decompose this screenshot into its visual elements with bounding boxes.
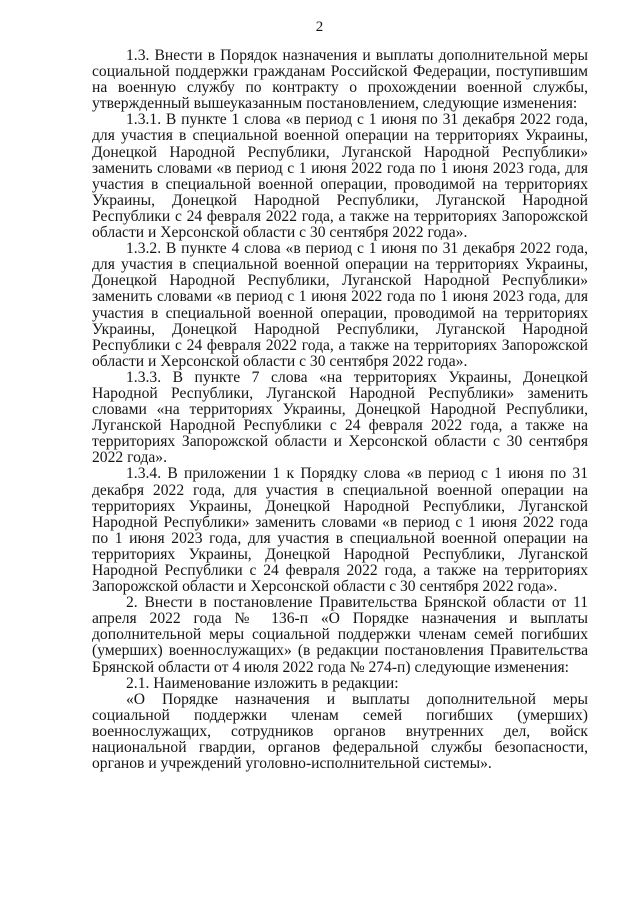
page-number: 2 [315,19,324,35]
paragraph-1-3-3: 1.3.3. В пункте 7 слова «на территориях Украины, Донецкой Народной Республики, Луганской Народной Республики» заменить словами «на территориях Украины, Донецкой Народной Республики, Луганской Народной Республики с 24 февраля 2022 года, а также на территориях Запорожской области и Херсонской области с 30 сентября 2022 года». [92,368,588,467]
paragraph-2: 2. Внести в постановление Правительства Брянской области от 11 апреля 2022 года № 136-п «О Порядке назначения и выплаты дополнительной меры социальной поддержки членам семей погибших (умерших) военнослужащих» (в редакции постановления Правительства Брянской области от 4 июля 2022 года № 274-п) следующие изменения: [92,594,588,676]
paragraph-1-3-1: 1.3.1. В пункте 1 слова «в период с 1 июня по 31 декабря 2022 года, для участия в специальной военной операции на территориях Украины, Донецкой Народной Республики, Луганской Народной Республики» заменить словами «в период с 1 июня 2022 года по 1 июня 2023 года, для участия в специальной военной операции, проводимой на территориях Украины, Донецкой Народной Республики, Луганской Народной Республики с 24 февраля 2022 года, а также на территориях Запорожской области и Херсонской области с 30 сентября 2022 года». [92,111,588,242]
paragraph-2-1: 2.1. Наименование изложить в редакции: [126,674,399,692]
paragraph-1-3-2: 1.3.2. В пункте 4 слова «в период с 1 июня по 31 декабря 2022 года, для участия в специальной военной операции на территориях Украины, Донецкой Народной Республики, Луганской Народной Республики» заменить словами «в период с 1 июня 2022 года по 1 июня 2023 года, для участия в специальной военной операции, проводимой на территориях Украины, Донецкой Народной Республики, Луганской Народной Республики с 24 февраля 2022 года, а также на территориях Запорожской области и Херсонской области с 30 сентября 2022 года». [92,240,588,370]
paragraph-1-3: 1.3. Внести в Порядок назначения и выплаты дополнительной меры социальной поддержки гражданам Российской Федерации, поступившим на военную службу по контракту о прохождении военной службы, утвержденный вышеуказанным постановлением, следующие изменения: [92,47,588,113]
paragraph-quoted-title: «О Порядке назначения и выплаты дополнительной меры социальной поддержки членам семей погибших (умерших) военнослужащих, сотрудников органов внутренних дел, войск национальной гвардии, органов федеральной службы безопасности, органов и учреждений уголовно-исполнительной системы». [92,690,588,773]
document-body [92,48,588,772]
paragraph-1-3-4: 1.3.4. В приложении 1 к Порядку слова «в период с 1 июня по 31 декабря 2022 года, для участия в специальной военной операции на территориях Украины, Донецкой Народной Республики, Луганской Народной Республики» заменить словами «в период с 1 июня 2022 года по 1 июня 2023 года, для участия в специальной военной операции на территориях Украины, Донецкой Народной Республики, Луганской Народной Республики с 24 февраля 2022 года, а также на территориях Запорожской области и Херсонской области с 30 сентября 2022 года». [92,465,588,596]
